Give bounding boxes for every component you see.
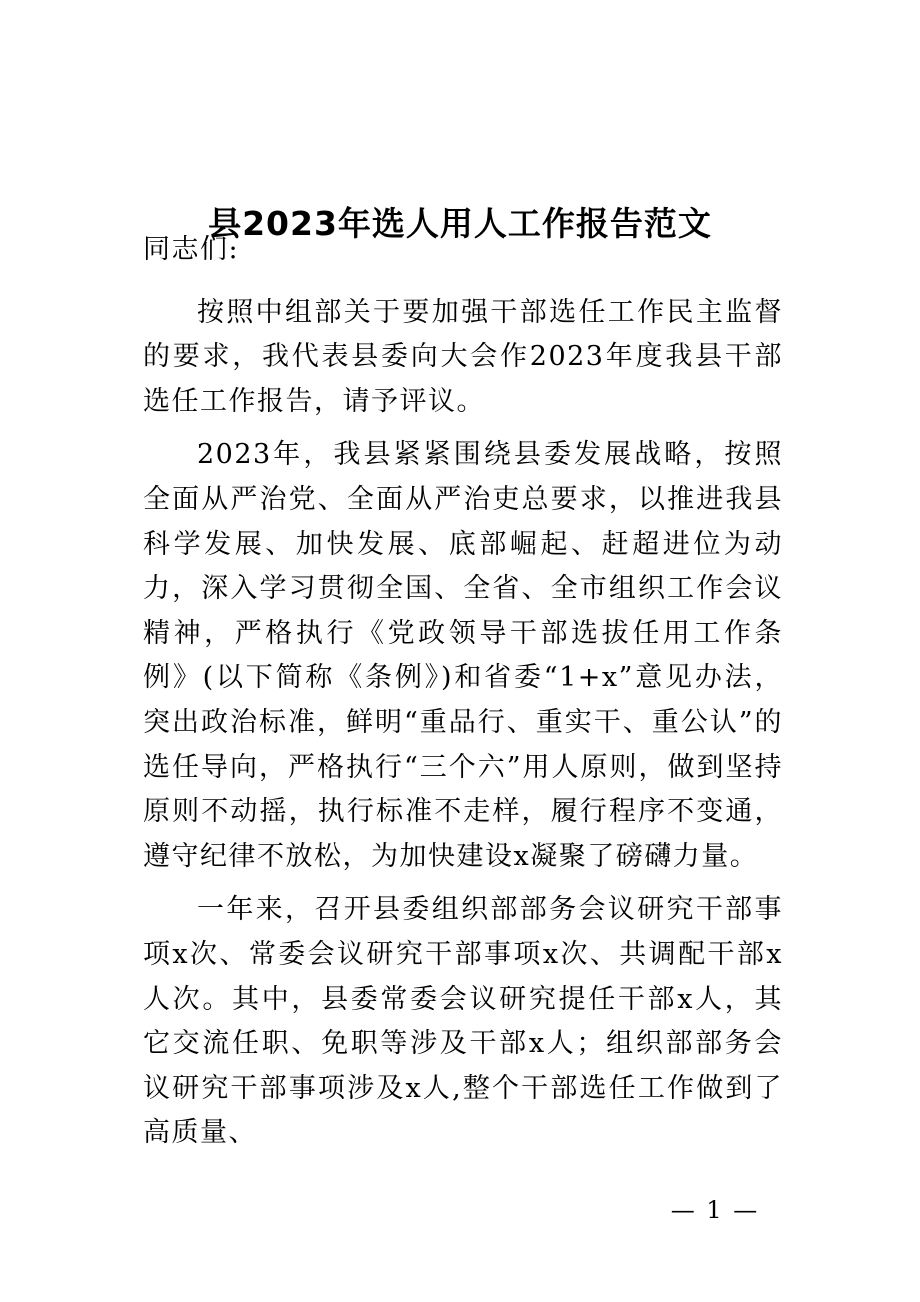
document-body — [143, 228, 783, 1156]
paragraph-2: 2023年，我县紧紧围绕县委发展战略，按照全面从严治党、全面从严治吏总要求，以推进我县科学发展、加快发展、底部崛起、赶超进位为动力，深入学习贯彻全国、全省、全市组织工作会议精神，严格执行《党政领导干部选拔任用工作条例》(以下简称《条例》)和省委“1+x”意见办法，突出政治标准，鲜明“重品行、重实干、重公认”的选任导向，严格执行“三个六”用人原则，做到坚持原则不动摇，执行标准不走样，履行程序不变通，遵守纪律不放松，为加快建设x凝聚了磅礴力量。 — [143, 439, 783, 872]
page-number: — 1 — — [670, 1196, 760, 1224]
salutation: 同志们: — [143, 234, 240, 265]
paragraph-1: 按照中组部关于要加强干部选任工作民主监督的要求，我代表县委向大会作2023年度我县干部选任工作报告，请予评议。 — [143, 296, 783, 417]
paragraph-3: 一年来，召开县委组织部部务会议研究干部事项x次、常委会议研究干部事项x次、共调配干部x人次。其中，县委常委会议研究提任干部x人，其它交流任职、免职等涉及干部x人；组织部部务会议研究干部事项涉及x人,整个干部选任工作做到了高质量、 — [143, 894, 783, 1149]
document-title: 县2023年选人用人工作报告范文 — [208, 204, 712, 243]
